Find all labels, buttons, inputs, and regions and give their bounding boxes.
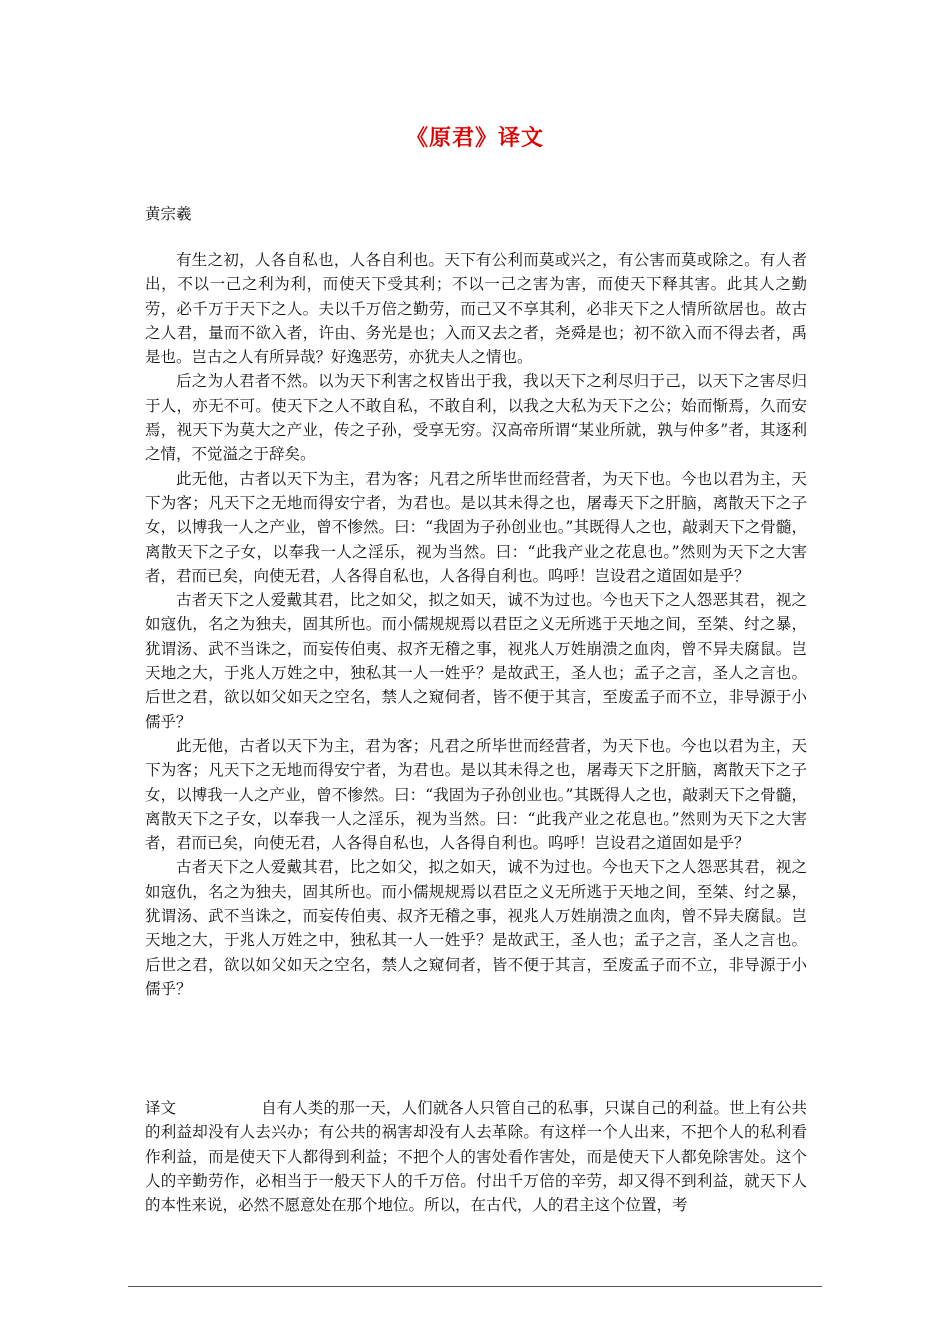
classical-text	[145, 248, 807, 1001]
translation-section	[145, 1096, 807, 1217]
footer-divider	[128, 1286, 822, 1287]
translation-text: 自有人类的那一天，人们就各人只管自己的私事，只谋自己的利益。世上有公共的利益却没有人去兴办；有公共的祸害却没有人去革除。有这样一个人出来，不把个人的私利看作利益，而是使天下人都得到利益；不把个人的害处看作害处，而是使天下人都免除害处。这个人的辛勤劳作，必相当于一般天下人的千万倍。付出千万倍的辛劳，却又得不到利益，就天下人的本性来说，必然不愿意处在那个地位。所以，在古代，人的君主这个位置，考	[145, 1099, 807, 1215]
paragraph: 后之为人君者不然。以为天下利害之权皆出于我，我以天下之利尽归于己，以天下之害尽归于人，亦无不可。使天下之人不敢自私，不敢自利，以我之大私为天下之公；始而惭焉，久而安焉，视天下为莫大之产业，传之子孙，受享无穷。汉高帝所谓“某业所就，孰与仲多”者，其逐利之情，不觉溢之于辞矣。	[145, 372, 807, 464]
paragraph: 此无他，古者以天下为主，君为客；凡君之所毕世而经营者，为天下也。今也以君为主，天下为客；凡天下之无地而得安宁者，为君也。是以其未得之也，屠毒天下之肝脑，离散天下之子女，以博我一人之产业，曾不惨然。曰：“我固为子孙创业也。”其既得人之也，敲剥天下之骨髓，离散天下之子女，以奉我一人之淫乐，视为当然。曰：“此我产业之花息也。”然则为天下之大害者，君而已矣，向使无君，人各得自私也，人各得自利也。呜呼！岂设君之道固如是乎？	[145, 469, 807, 585]
paragraph: 有生之初，人各自私也，人各自利也。天下有公利而莫或兴之，有公害而莫或除之。有人者出，不以一己之利为利，而使天下受其利；不以一己之害为害，而使天下释其害。此其人之勤劳，必千万于天下之人。夫以千万倍之勤劳，而己又不享其利，必非天下之人情所欲居也。故古之人君，量而不欲入者，许由、务光是也；入而又去之者，尧舜是也；初不欲入而不得去者，禹是也。岂古之人有所异哉？好逸恶劳，亦犹夫人之情也。	[145, 251, 807, 367]
paragraph: 古者天下之人爱戴其君，比之如父，拟之如天，诚不为过也。今也天下之人怨恶其君，视之如寇仇，名之为独夫，固其所也。而小儒规规焉以君臣之义无所逃于天地之间，至桀、纣之暴，犹谓汤、武不当诛之，而妄传伯夷、叔齐无稽之事，视兆人万姓崩溃之血肉，曾不异夫腐鼠。岂天地之大，于兆人万姓之中，独私其一人一姓乎？是故武王，圣人也；孟子之言，圣人之言也。后世之君，欲以如父如天之空名，禁人之窥伺者，皆不便于其言，至废孟子而不立，非导源于小儒乎？	[145, 591, 807, 731]
translation-label: 译文	[145, 1099, 177, 1117]
author-name: 黄宗羲	[145, 205, 192, 223]
document-title: 《原君》译文	[405, 125, 544, 151]
paragraph: 古者天下之人爱戴其君，比之如父，拟之如天，诚不为过也。今也天下之人怨恶其君，视之如寇仇，名之为独夫，固其所也。而小儒规规焉以君臣之义无所逃于天地之间，至桀、纣之暴，犹谓汤、武不当诛之，而妄传伯夷、叔齐无稽之事，视兆人万姓崩溃之血肉，曾不异夫腐鼠。岂天地之大，于兆人万姓之中，独私其一人一姓乎？是故武王，圣人也；孟子之言，圣人之言也。后世之君，欲以如父如天之空名，禁人之窥伺者，皆不便于其言，至废孟子而不立，非导源于小儒乎？	[145, 858, 807, 998]
paragraph: 此无他，古者以天下为主，君为客；凡君之所毕世而经营者，为天下也。今也以君为主，天下为客；凡天下之无地而得安宁者，为君也。是以其未得之也，屠毒天下之肝脑，离散天下之子女，以博我一人之产业，曾不惨然。曰：“我固为子孙创业也。”其既得人之也，敲剥天下之骨髓，离散天下之子女，以奉我一人之淫乐，视为当然。曰：“此我产业之花息也。”然则为天下之大害者，君而已矣，向使无君，人各得自私也，人各得自利也。呜呼！岂设君之道固如是乎？	[145, 736, 807, 853]
